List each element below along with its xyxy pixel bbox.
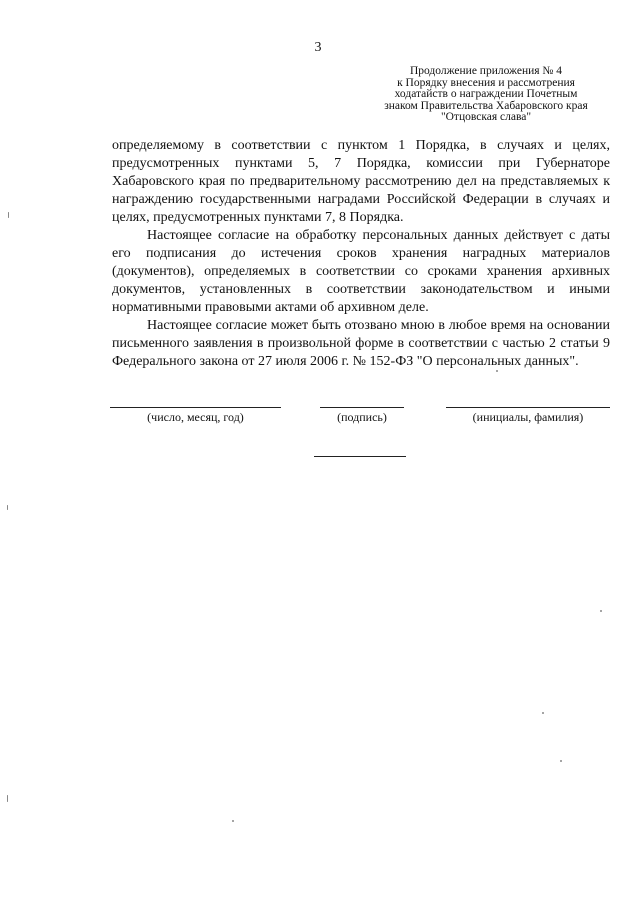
closing-rule	[314, 456, 406, 457]
page-number: 3	[314, 40, 322, 55]
header-line: знаком Правительства Хабаровского края	[384, 99, 588, 112]
scan-speck	[496, 370, 498, 372]
scan-speck	[232, 820, 234, 822]
date-label: (число, месяц, год)	[147, 410, 244, 424]
header-line: Продолжение приложения № 4	[409, 65, 563, 77]
scan-speck	[542, 712, 544, 714]
scan-speck	[8, 212, 9, 218]
body-text	[112, 137, 610, 371]
name-line	[446, 407, 610, 408]
date-line	[110, 407, 281, 408]
signature-line	[320, 407, 404, 408]
scan-speck	[7, 505, 8, 510]
scan-speck	[600, 610, 602, 612]
paragraph: Настоящее согласие может быть отозвано мною в любое время на основании письменного заявления в произвольной форме в соответствии с частью 2 статьи 9 Федерального закона от 27 июля 2006 г. № 152-ФЗ "О персональных данных".	[112, 318, 610, 369]
scan-speck	[7, 795, 8, 802]
scan-speck	[560, 760, 562, 762]
header-line: к Порядку внесения и рассмотрения	[397, 76, 575, 89]
name-label: (инициалы, фамилия)	[472, 410, 584, 424]
header-line: ходатайств о награждении Почетным	[394, 88, 578, 100]
header-line: "Отцовская слава"	[440, 111, 532, 123]
paragraph: определяемому в соответствии с пунктом 1 Порядка, в случаях и целях, предусмотренных пунктами 5, 7 Порядка, комиссии при Губернаторе Хабаровского края по предварительному рассмотрению дел на представляемых к награждению государственными наградами Российской Федерации в случаях и целях, предусмотренных пунктами 7, 8 Порядка.	[112, 138, 610, 225]
header-block	[366, 66, 606, 124]
paragraph: Настоящее согласие на обработку персональных данных действует с даты его подписания до истечения сроков хранения наградных материалов (документов), определяемых в соответствии со сроками хранения архивных документов, установленных в соответствии законодательством и иными нормативными правовыми актами об архивном деле.	[112, 228, 610, 315]
signature-label: (подпись)	[337, 410, 387, 424]
